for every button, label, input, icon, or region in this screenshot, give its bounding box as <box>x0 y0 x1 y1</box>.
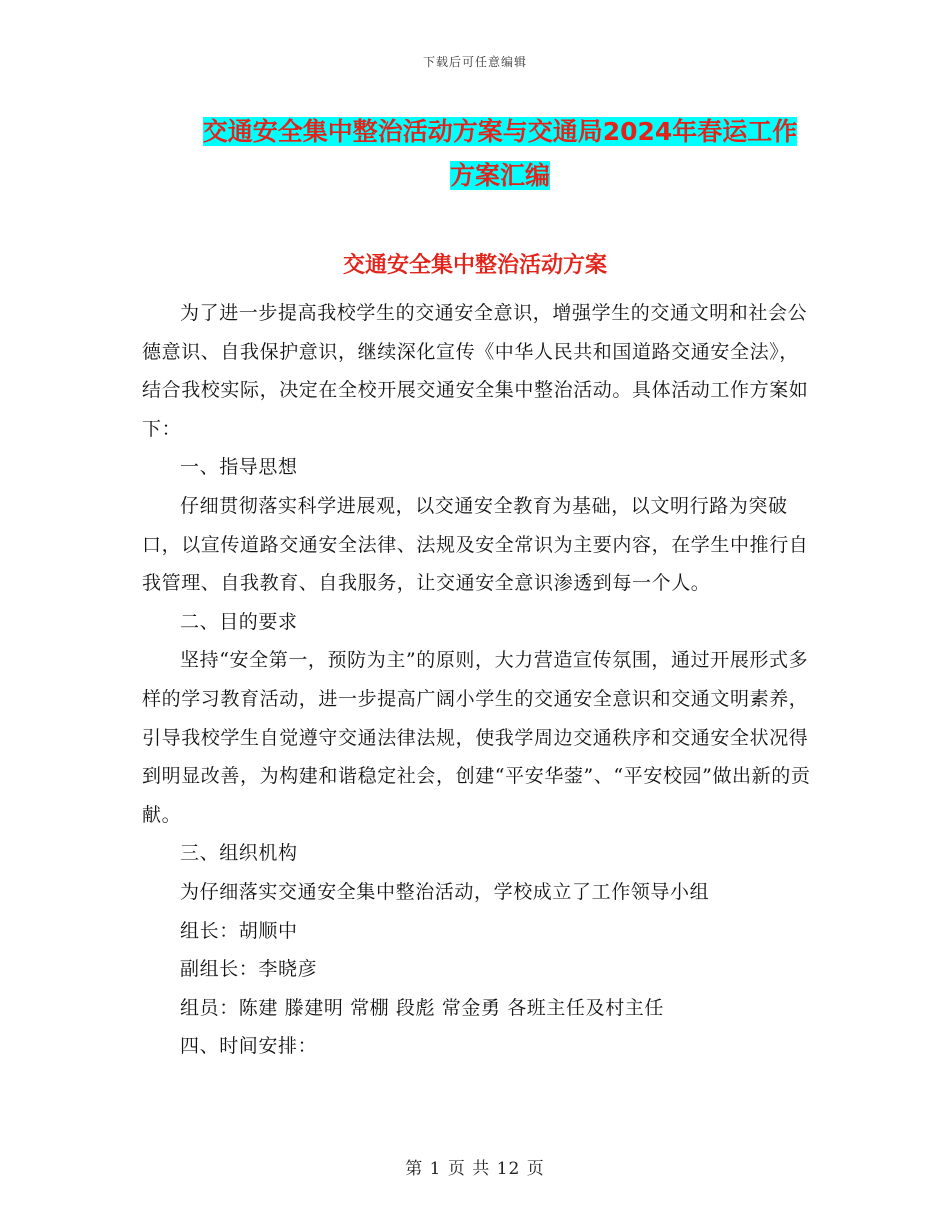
paragraph-guiding-ideology: 仔细贯彻落实科学进展观，以交通安全教育为基础，以文明行路为突破口，以宣传道路交通安全法律、法规及安全常识为主要内容，在学生中推行自我管理、自我教育、自我服务，让交通安全意识渗透到每一个人。 <box>142 494 809 595</box>
document-title-line-2: 方案汇编 <box>449 161 550 190</box>
heading-guiding-ideology: 一、指导思想 <box>180 456 298 479</box>
heading-organization: 三、组织机构 <box>180 842 298 865</box>
paragraph-objectives: 坚持“安全第一，预防为主”的原则，大力营造宣传氛围，通过开展形式多样的学习教育活动，进一步提高广阔小学生的交通安全意识和交通文明素养，引导我校学生自觉遵守交通法律法规，使我学周边交通秩序和交通安全状况得到明显改善，为构建和谐稳定社会，创建“平安华蓥”、“平安校园”做出新的贡献。 <box>142 649 811 826</box>
document-body <box>142 294 812 1066</box>
group-members: 组员：陈建 滕建明 常棚 段彪 常金勇 各班主任及村主任 <box>180 996 664 1019</box>
document-title <box>140 110 860 198</box>
header-note: 下载后可任意编辑 <box>422 55 527 69</box>
deputy-group-leader: 副组长：李晓彦 <box>180 958 318 981</box>
paragraph-organization: 为仔细落实交通安全集中整治活动，学校成立了工作领导小组 <box>180 880 710 903</box>
group-leader: 组长：胡顺中 <box>180 919 298 942</box>
heading-schedule: 四、时间安排： <box>180 1035 318 1058</box>
document-title-line-1: 交通安全集中整治活动方案与交通局2024年春运工作 <box>202 117 798 146</box>
heading-objectives: 二、目的要求 <box>180 610 298 633</box>
section-title: 交通安全集中整治活动方案 <box>342 253 607 278</box>
page-footer: 第 1 页 共 12 页 <box>405 1159 545 1179</box>
paragraph-intro: 为了进一步提高我校学生的交通安全意识，增强学生的交通文明和社会公德意识、自我保护意识，继续深化宣传《中华人民共和国道路交通安全法》，结合我校实际，决定在全校开展交通安全集中整治活动。具体活动工作方案如下： <box>142 302 809 440</box>
